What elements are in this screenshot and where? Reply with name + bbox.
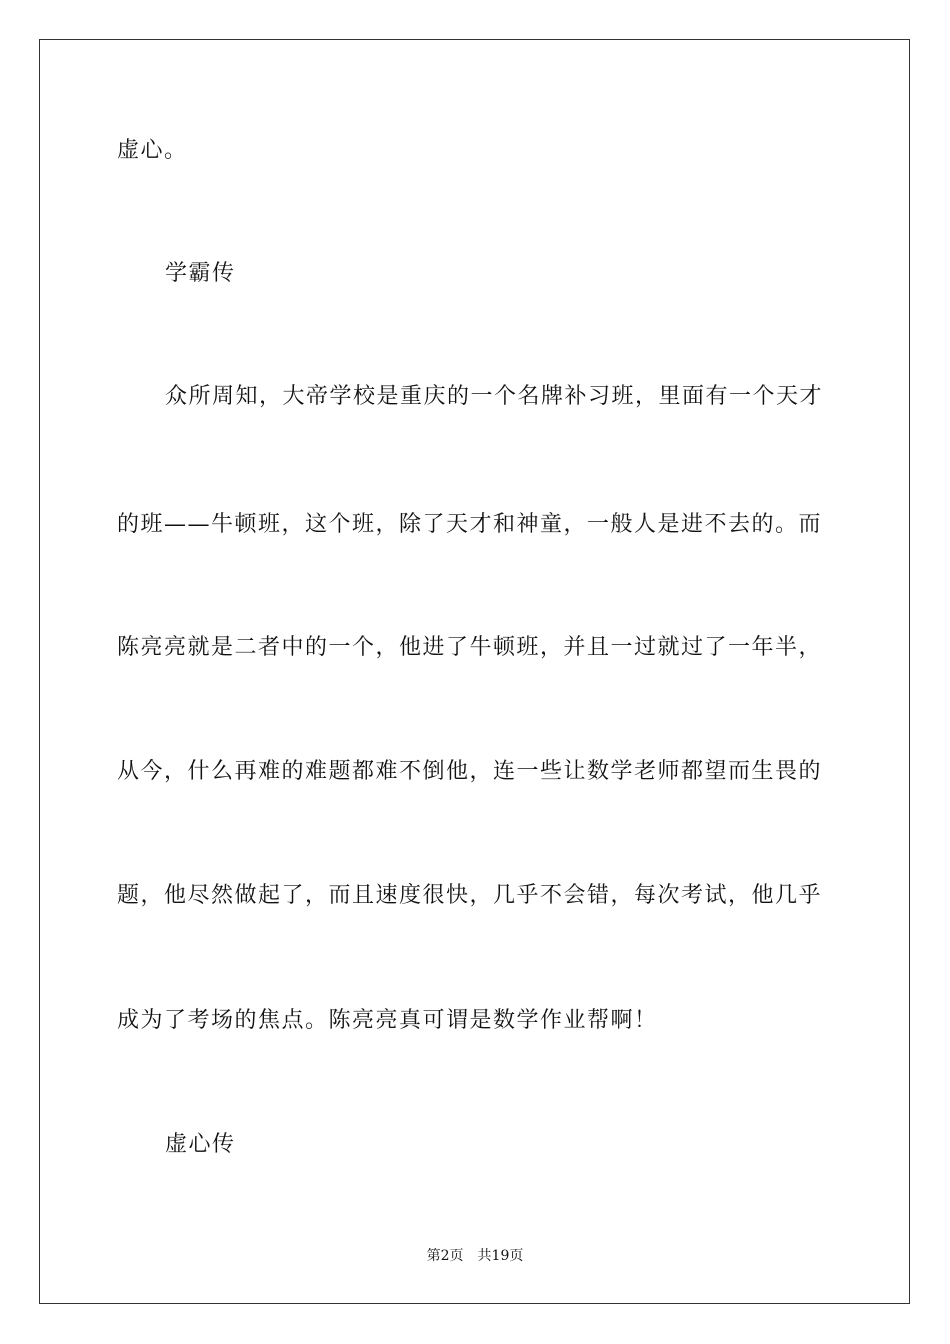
paragraph-line: 众所周知，大帝学校是重庆的一个名牌补习班，里面有一个天才 (165, 384, 824, 409)
page-border (39, 39, 910, 1304)
paragraph-line: 从今，什么再难的难题都难不倒他，连一些让数学老师都望而生畏的 (117, 759, 823, 784)
page-footer (0, 1246, 950, 1266)
total-pages: 共19页 (477, 1248, 524, 1264)
section-heading-xuxin: 虚心传 (165, 1132, 236, 1157)
page-number: 第2页 (426, 1248, 464, 1264)
paragraph-end-line: 虚心。 (117, 138, 188, 163)
paragraph-line: 成为了考场的焦点。陈亮亮真可谓是数学作业帮啊！ (117, 1008, 658, 1033)
paragraph-line: 题，他尽然做起了，而且速度很快，几乎不会错，每次考试，他几乎 (117, 883, 823, 908)
paragraph-line: 陈亮亮就是二者中的一个，他进了牛顿班，并且一过就过了一年半， (117, 635, 823, 660)
section-heading-xueba: 学霸传 (165, 261, 236, 286)
paragraph-line: 的班——牛顿班，这个班，除了天才和神童，一般人是进不去的。而 (117, 512, 823, 537)
